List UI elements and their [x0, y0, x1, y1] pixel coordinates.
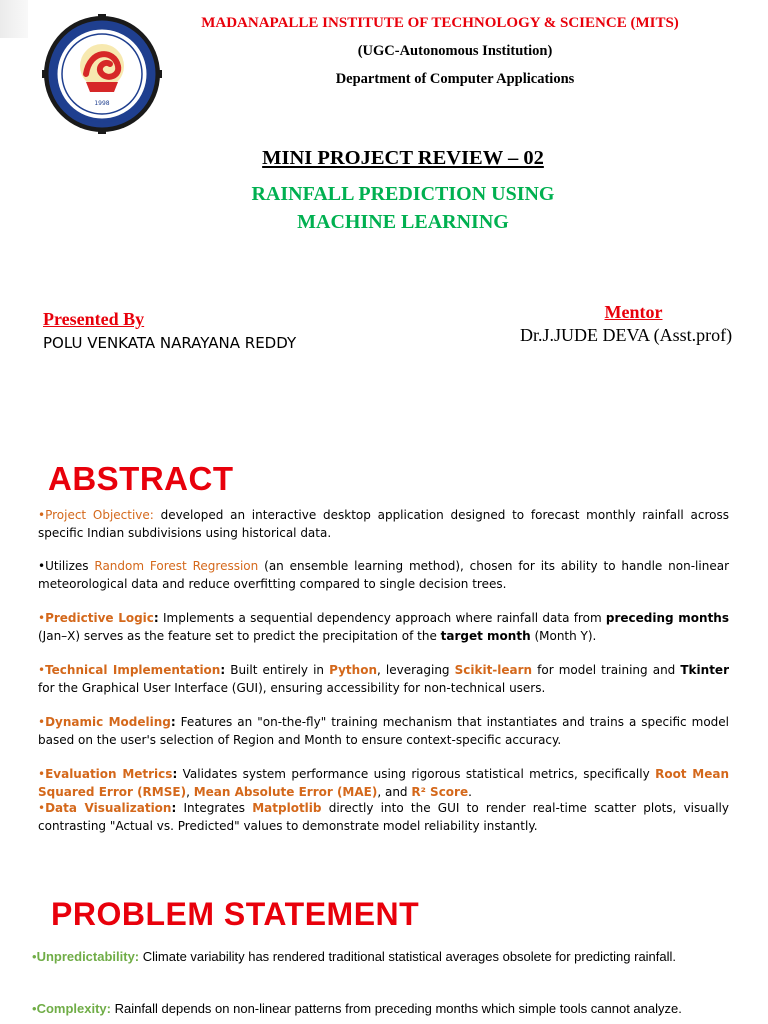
- item-text: (Jan–X) serves as the feature set to predict the precipitation of the: [38, 628, 441, 643]
- item-keyword: Root Mean Squared Error (RMSE): [38, 767, 730, 799]
- item-key: Evaluation Metrics: [45, 767, 173, 781]
- bullet: •: [38, 801, 46, 815]
- item-key: Dynamic Modeling: [45, 715, 171, 729]
- item-keyword: R² Score: [411, 784, 469, 799]
- item-text: for the Graphical User Interface (GUI), ensuring accessibility for non-technical users.: [38, 680, 546, 695]
- presenter-name: POLU VENKATA NARAYANA REDDY: [43, 334, 297, 352]
- department-name: Department of Computer Applications: [335, 71, 575, 87]
- problem-item: [32, 948, 722, 965]
- bullet: •: [32, 949, 37, 964]
- presented-by-label: Presented By: [43, 309, 145, 329]
- item-text: Built entirely in: [225, 663, 330, 677]
- item-keyword: Matplotlib: [252, 801, 322, 815]
- bullet: •: [38, 663, 46, 677]
- item-key: Project Objective:: [45, 508, 154, 522]
- project-title-line1: RAINFALL PREDICTION USING: [251, 183, 555, 205]
- corner-shade: [0, 0, 28, 38]
- item-keyword: Python: [329, 663, 377, 677]
- item-colon: :: [170, 715, 176, 729]
- item-key: Random Forest Regression: [94, 559, 259, 573]
- review-title: MINI PROJECT REVIEW – 02: [262, 147, 544, 169]
- item-bold: Tkinter: [680, 663, 729, 677]
- item-key: Technical Implementation: [45, 663, 221, 677]
- abstract-item: [38, 610, 729, 645]
- item-text: Integrates: [176, 801, 253, 815]
- bullet: •: [32, 1001, 37, 1016]
- item-key: Data Visualization: [45, 801, 172, 815]
- abstract-item: [38, 800, 729, 835]
- item-text: ,: [186, 784, 194, 799]
- abstract-item: [38, 662, 729, 697]
- item-key: Unpredictability:: [36, 949, 140, 964]
- item-text: Rainfall depends on non-linear patterns from preceding months which simple tools cannot analyze.: [110, 1001, 682, 1016]
- logo-year: 1998: [94, 100, 110, 107]
- item-text: directly into the GUI to render real-time scatter plots, visually contrasting "Actual vs. Predicted" values to demonstrate model reliability instantly.: [38, 801, 729, 833]
- item-text: , leveraging: [377, 663, 455, 677]
- problem-heading: PROBLEM STATEMENT: [51, 896, 420, 932]
- item-key: Predictive Logic: [45, 611, 154, 625]
- item-text: Implements a sequential dependency approach where rainfall data from: [158, 611, 606, 625]
- bullet: •: [38, 715, 46, 729]
- bullet: •: [38, 559, 46, 573]
- project-title-line2: MACHINE LEARNING: [297, 211, 509, 233]
- mentor-name: Dr.J.JUDE DEVA (Asst.prof): [520, 325, 733, 345]
- item-bold: preceding months: [605, 611, 729, 625]
- item-colon: :: [153, 611, 159, 625]
- abstract-heading: ABSTRACT: [48, 460, 234, 497]
- abstract-item: [38, 507, 729, 542]
- problem-item: [32, 1000, 722, 1017]
- item-text: developed an interactive desktop application designed to forecast monthly rainfall across specific Indian subdivisions using historical data.: [38, 508, 729, 540]
- mentor-label: Mentor: [604, 302, 663, 322]
- abstract-item: [38, 714, 729, 749]
- bullet: •: [38, 611, 46, 625]
- item-bold: target month: [440, 628, 531, 643]
- item-text: Validates system performance using rigorous statistical metrics, specifically: [177, 767, 656, 781]
- item-keyword: Scikit-learn: [454, 663, 533, 677]
- item-colon: :: [171, 801, 177, 815]
- institution-status: (UGC-Autonomous Institution): [357, 43, 553, 59]
- abstract-item: [38, 766, 729, 801]
- bullet: •: [38, 767, 46, 781]
- item-text: Utilizes: [45, 559, 95, 573]
- bullet: •: [38, 508, 46, 522]
- item-text: Climate variability has rendered traditional statistical averages obsolete for predicting rainfall.: [139, 949, 677, 964]
- abstract-item: [38, 558, 729, 593]
- institute-logo: [40, 14, 164, 134]
- institute-name: MADANAPALLE INSTITUTE OF TECHNOLOGY & SCIENCE (MITS): [201, 15, 679, 31]
- item-key: Complexity:: [36, 1001, 111, 1016]
- item-text: for model training and: [532, 663, 681, 677]
- item-text: (an ensemble learning method), chosen for its ability to handle non-linear meteorological data and reduce overfitting compared to single decision trees.: [38, 559, 729, 591]
- item-text: Features an "on-the-fly" training mechanism that instantiates and trains a specific model based on the user's selection of Region and Month to ensure context-specific accuracy.: [38, 715, 729, 747]
- item-colon: :: [172, 767, 178, 781]
- item-text: .: [468, 784, 472, 799]
- item-text: (Month Y).: [530, 628, 597, 643]
- item-text: , and: [377, 784, 412, 799]
- item-keyword: Mean Absolute Error (MAE): [193, 784, 378, 799]
- item-colon: :: [220, 663, 226, 677]
